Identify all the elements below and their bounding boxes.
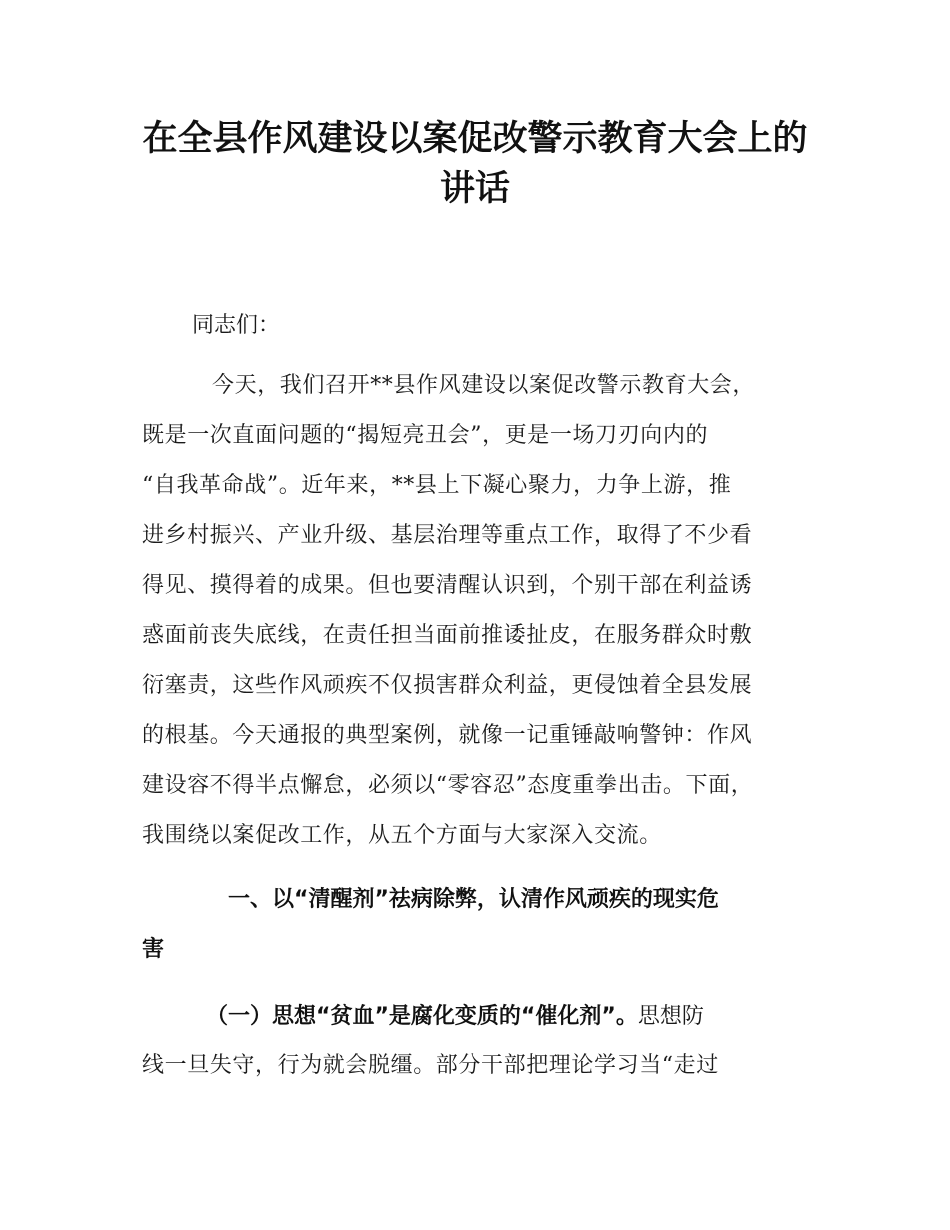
intro-line-9: 建设容不得半点懈怠，必须以“零容忍”态度重拳出击。下面， [142, 773, 754, 798]
document-title-line-1: 在全县作风建设以案促改警示教育大会上的 [142, 119, 808, 159]
intro-line-6: 惑面前丧失底线，在责任担当面前推诿扯皮，在服务群众时敷 [142, 623, 753, 648]
subsection-1-continuation: 线一旦失守，行为就会脱缰。部分干部把理论学习当“走过 [142, 1053, 719, 1078]
section-1-heading-line-1: 一、以“清醒剂”祛病除弊，认清作风顽疾的现实危 [228, 887, 719, 912]
salutation: 同志们： [192, 313, 281, 338]
intro-line-2: 既是一次直面问题的“揭短亮丑会”，更是一场刀刃向内的 [142, 423, 709, 448]
intro-line-10: 我围绕以案促改工作，从五个方面与大家深入交流。 [142, 823, 662, 848]
intro-line-7: 衍塞责，这些作风顽疾不仅损害群众利益，更侵蚀着全县发展 [142, 673, 753, 698]
intro-line-5: 得见、摸得着的成果。但也要清醒认识到，个别干部在利益诱 [142, 573, 753, 598]
intro-line-4: 进乡村振兴、产业升级、基层治理等重点工作，取得了不少看 [142, 523, 753, 548]
document-title-line-2: 讲话 [439, 169, 510, 209]
subsection-1-title: （一）思想“贫血”是腐化变质的“催化剂”。 [206, 1004, 638, 1029]
subsection-1-text-start: 思想防 [637, 1004, 704, 1029]
intro-line-1: 今天，我们召开**县作风建设以案促改警示教育大会， [212, 373, 756, 398]
intro-line-3: “自我革命战”。近年来，**县上下凝心聚力，力争上游，推 [142, 473, 732, 498]
subsection-1-first-line [206, 996, 826, 1037]
intro-line-8: 的根基。今天通报的典型案例，就像一记重锤敲响警钟：作风 [142, 723, 753, 748]
section-1-heading-line-2: 害 [142, 937, 165, 962]
